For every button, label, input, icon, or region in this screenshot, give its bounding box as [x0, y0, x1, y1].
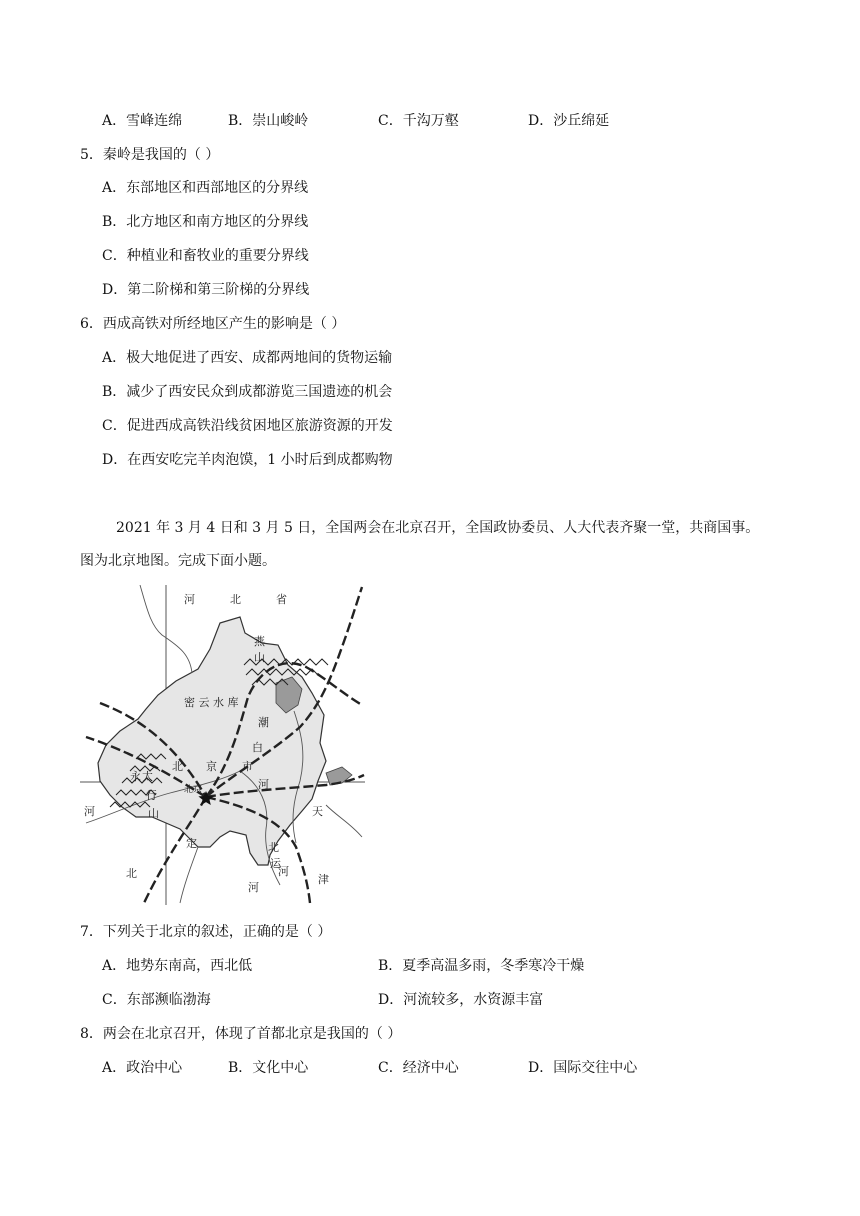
q8-option-d: D．国际交往中心 [528, 1060, 638, 1076]
label-bj-2: 京 [206, 760, 217, 773]
q6-option-b: B．减少了西安民众到成都游览三国遗迹的机会 [102, 384, 393, 400]
passage-line-1: 2021 年 3 月 4 日和 3 月 5 日，全国两会在北京召开，全国政协委员、人大代表齐聚一堂，共商国事。 [116, 520, 760, 536]
label-taihang-2: 行 [146, 789, 157, 802]
label-bj-3: 市 [242, 760, 253, 773]
q7-option-c: C．东部濒临渤海 [102, 992, 211, 1008]
q4-option-a: A．雪峰连绵 [102, 113, 183, 129]
beijing-boundary [98, 617, 326, 865]
label-yanshan-1: 燕 [254, 635, 265, 648]
label-beiyun-3: 河 [278, 865, 289, 878]
label-beiyun-1: 北 [268, 841, 279, 854]
q8-option-a: A．政治中心 [102, 1060, 183, 1076]
q5-stem: 5．秦岭是我国的（ ） [80, 147, 220, 163]
label-tianjin-1: 天 [312, 805, 323, 818]
label-yanshan-2: 山 [254, 651, 265, 664]
q6-option-a: A．极大地促进了西安、成都两地间的货物运输 [102, 350, 393, 366]
label-chaobai-1: 潮 [258, 716, 269, 729]
label-yongding-2: 定 [186, 837, 197, 850]
label-hebei-2: 北 [230, 593, 241, 606]
q5-option-a: A．东部地区和西部地区的分界线 [102, 180, 309, 196]
label-hebei-1: 河 [184, 593, 195, 606]
q6-stem: 6．西成高铁对所经地区产生的影响是（ ） [80, 316, 346, 332]
q6-option-d: D．在西安吃完羊肉泡馍，1 小时后到成都购物 [102, 452, 393, 468]
label-yongding-1: 永 [130, 770, 141, 783]
q6-option-c: C．促进西成高铁沿线贫困地区旅游资源的开发 [102, 418, 393, 434]
beijing-map [80, 585, 365, 905]
q7-option-a: A．地势东南高，西北低 [102, 958, 253, 974]
label-he-bottom: 河 [248, 881, 259, 894]
q5-option-c: C．种植业和畜牧业的重要分界线 [102, 248, 309, 264]
label-miyun-reservoir: 密 云 水 库 [184, 696, 239, 709]
label-bj-1: 北 [172, 760, 183, 773]
label-chaobai-2: 白 [252, 741, 263, 754]
label-bei-bottom: 北 [126, 867, 137, 880]
q7-stem: 7．下列关于北京的叙述，正确的是（ ） [80, 924, 332, 940]
label-beiyun-2: 运 [270, 857, 281, 870]
passage-line-2: 图为北京地图。完成下面小题。 [80, 553, 276, 569]
q4-option-d: D．沙丘绵延 [528, 113, 610, 129]
label-taihang-1: 太 [142, 770, 153, 783]
q8-option-b: B．文化中心 [228, 1060, 309, 1076]
label-capital: 北京 [184, 785, 203, 795]
label-taihang-3: 山 [148, 807, 159, 820]
label-chaobai-3: 河 [258, 778, 269, 791]
q8-stem: 8．两会在北京召开，体现了首都北京是我国的（ ） [80, 1026, 402, 1042]
q8-option-c: C．经济中心 [378, 1060, 459, 1076]
q4-option-c: C．千沟万壑 [378, 113, 459, 129]
q4-option-b: B．崇山峻岭 [228, 113, 309, 129]
q5-option-d: D．第二阶梯和第三阶梯的分界线 [102, 282, 310, 298]
label-hebei-3: 省 [276, 593, 287, 606]
q5-option-b: B．北方地区和南方地区的分界线 [102, 214, 309, 230]
label-tianjin-2: 津 [318, 873, 329, 886]
label-hebei-sw: 河 [84, 805, 95, 818]
q7-option-b: B．夏季高温多雨，冬季寒冷干燥 [378, 958, 585, 974]
q7-option-d: D．河流较多，水资源丰富 [378, 992, 544, 1008]
